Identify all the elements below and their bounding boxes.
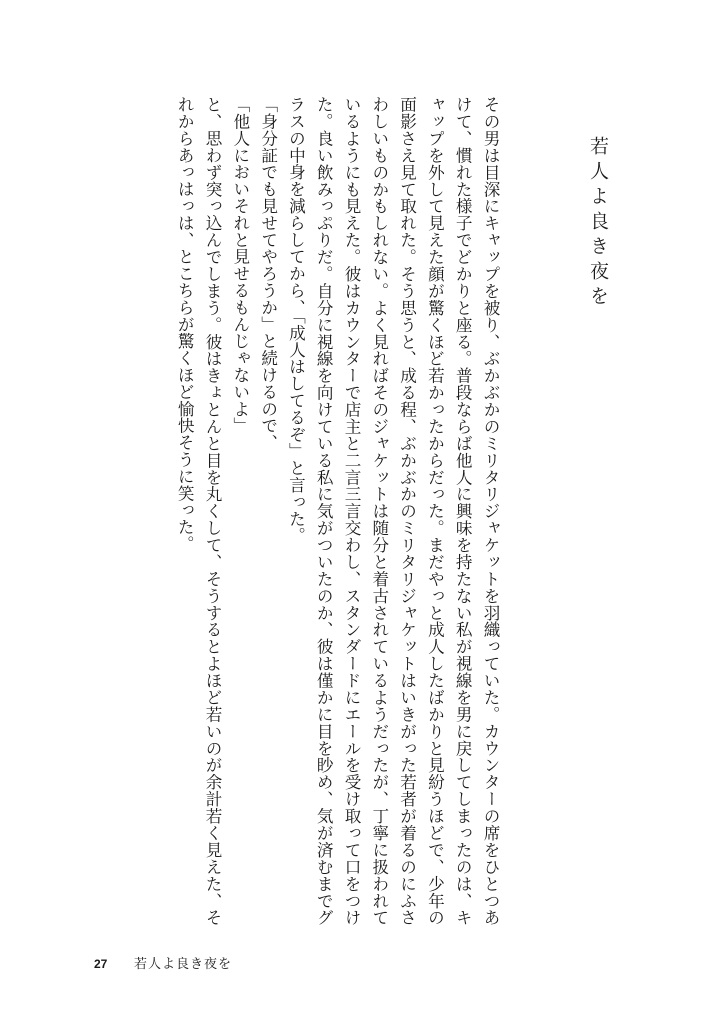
page-footer [94, 953, 232, 972]
paragraph: と、思わず突っ込んでしまう。彼はきょとんと目を丸くして、そうするとよほど若いのが余計若く見えた、それからあっはっは、とこちらが驚くほど愉快そうに笑った。 [175, 96, 223, 926]
paragraph: その男は目深にキャップを被り、ぶかぶかのミリタリジャケットを羽織っていた。カウンターの席をひとつあけて、慣れた様子でどかりと座る。普段ならば他人に興味を持たない私が視線を男に戻してしまったのは、キャップを外して見えた顔が驚くほど若かったからだった。まだやっと成人したばかりと見紛うほどで、少年の面影さえ見て取れた。そう思うと、成る程、ぶかぶかのミリタリジャケットはいきがった若者が着るのにふさわしいものかもしれない。よく見ればそのジャケットは随分と着古されているようだったが、丁寧に扱われているようにも見えた。彼はカウンターで店主と二言三言交わし、スタンダードにエールを受け取って口をつけた。良い飲みっぷりだ。自分に視線を向けている私に気がついたのか、彼は僅かに目を眇め、気が済むまでグラスの中身を減らしてから、「成人はしてるぞ」と言った。 [286, 96, 500, 926]
running-title: 若人よ良き夜を [134, 957, 233, 972]
page-number: 27 [94, 957, 108, 971]
paragraph: 「身分証でも見せてやろうか」と続けるので、 [258, 96, 278, 451]
paragraph: 「他人においそれと見せるもんじゃないよ」 [230, 96, 250, 434]
chapter-title: 若人よ良き夜を [587, 136, 609, 311]
body-text [170, 96, 504, 926]
